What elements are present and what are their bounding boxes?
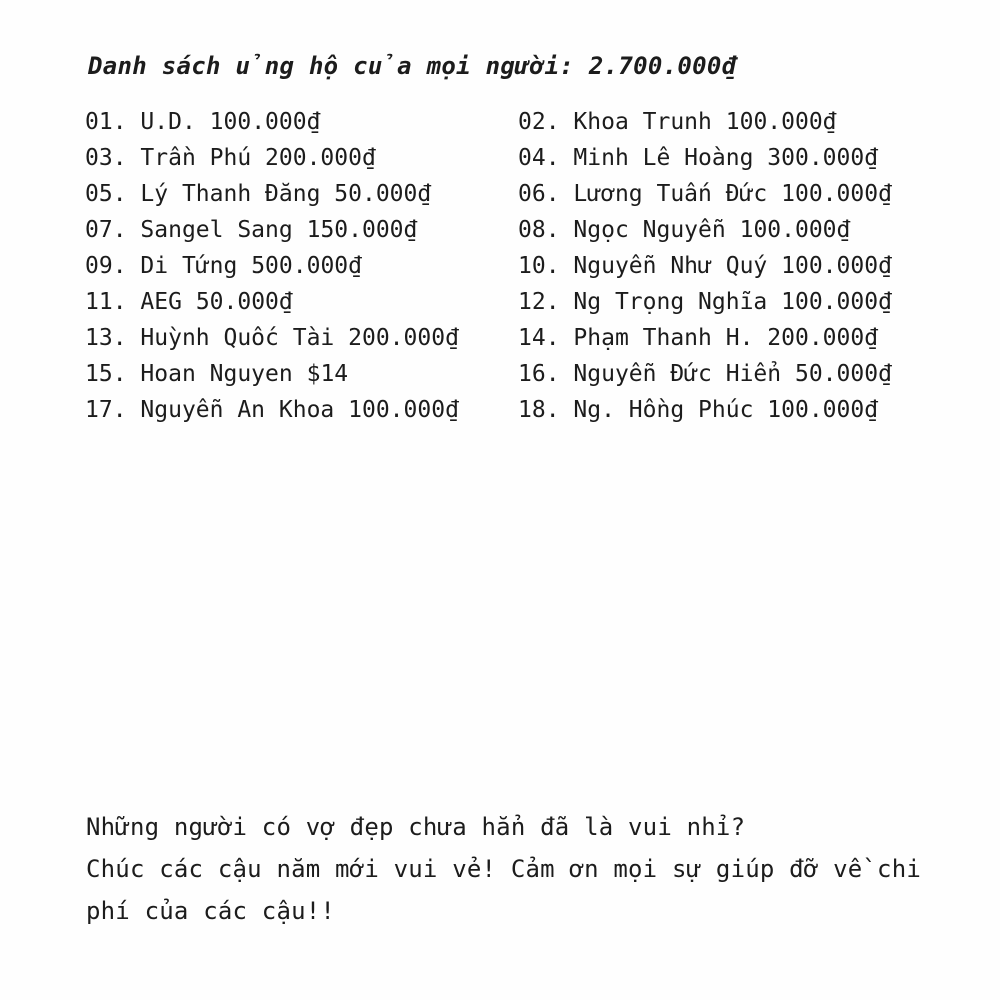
item-number: 18. <box>518 397 560 423</box>
item-name: Trần Phú <box>140 145 252 171</box>
list-item <box>85 356 459 392</box>
item-amount: 100.000₫ <box>739 217 851 243</box>
item-number: 03. <box>85 145 127 171</box>
list-item <box>85 104 459 140</box>
item-name: Hoan Nguyen <box>140 361 293 387</box>
item-name: Ngọc Nguyễn <box>573 217 726 243</box>
list-item <box>518 392 892 428</box>
item-amount: 300.000₫ <box>767 145 879 171</box>
item-number: 14. <box>518 325 560 351</box>
item-number: 01. <box>85 109 127 135</box>
footer-line: Những người có vợ đẹp chưa hẳn đã là vui nhỉ? <box>86 813 746 841</box>
title-total-amount: 2.700.000₫ <box>588 52 737 80</box>
list-item <box>518 176 892 212</box>
list-item <box>85 212 459 248</box>
item-name: Ng Trọng Nghĩa <box>573 289 768 315</box>
item-name: AEG <box>140 289 182 315</box>
list-item <box>85 248 459 284</box>
item-amount: $14 <box>306 361 349 387</box>
item-amount: 50.000₫ <box>195 289 293 315</box>
item-name: Minh Lê Hoàng <box>573 145 754 171</box>
item-name: Lý Thanh Đăng <box>140 181 321 207</box>
item-name: Khoa Trunh <box>573 109 712 135</box>
list-item <box>85 284 459 320</box>
list-item <box>85 320 459 356</box>
item-amount: 100.000₫ <box>767 397 879 423</box>
item-name: Huỳnh Quốc Tài <box>140 325 335 351</box>
item-amount: 50.000₫ <box>794 361 892 387</box>
item-number: 11. <box>85 289 127 315</box>
footer-line: phí của các cậu!! <box>86 897 336 925</box>
item-number: 07. <box>85 217 127 243</box>
list-item <box>518 356 892 392</box>
item-name: Nguyễn Như Quý <box>573 253 768 279</box>
item-name: Di Tứng <box>140 253 238 279</box>
item-name: U.D. <box>140 109 196 135</box>
list-item <box>85 176 459 212</box>
list-item <box>518 212 892 248</box>
item-amount: 100.000₫ <box>781 289 892 315</box>
item-amount: 200.000₫ <box>348 325 459 351</box>
list-item <box>518 248 892 284</box>
item-amount: 100.000₫ <box>348 397 459 423</box>
item-number: 13. <box>85 325 127 351</box>
item-amount: 100.000₫ <box>725 109 837 135</box>
item-number: 09. <box>85 253 127 279</box>
donation-column-left <box>85 104 459 428</box>
item-number: 16. <box>518 361 560 387</box>
item-amount: 200.000₫ <box>265 145 376 171</box>
item-number: 15. <box>85 361 127 387</box>
item-name: Sangel Sang <box>140 217 293 243</box>
item-amount: 50.000₫ <box>334 181 432 207</box>
footer-note <box>86 806 921 932</box>
list-item <box>85 140 459 176</box>
donation-column-right <box>518 104 892 428</box>
item-name: Lương Tuấn Đức <box>573 181 768 207</box>
item-amount: 100.000₫ <box>781 253 892 279</box>
item-number: 08. <box>518 217 560 243</box>
item-number: 12. <box>518 289 560 315</box>
list-item <box>518 140 892 176</box>
item-amount: 100.000₫ <box>781 181 892 207</box>
item-number: 04. <box>518 145 560 171</box>
item-amount: 100.000₫ <box>209 109 321 135</box>
item-name: Nguyễn Đức Hiển <box>573 361 782 387</box>
item-number: 02. <box>518 109 560 135</box>
item-name: Nguyễn An Khoa <box>140 397 335 423</box>
item-name: Phạm Thanh H. <box>573 325 754 351</box>
footer-line: Chúc các cậu năm mới vui vẻ! Cảm ơn mọi sự giúp đỡ về chi <box>86 855 922 883</box>
item-amount: 150.000₫ <box>306 217 418 243</box>
item-number: 17. <box>85 397 127 423</box>
item-amount: 200.000₫ <box>767 325 879 351</box>
title-label: Danh sách ủng hộ của mọi người: <box>88 52 575 80</box>
item-name: Ng. Hồng Phúc <box>573 397 754 423</box>
item-amount: 500.000₫ <box>251 253 362 279</box>
list-item <box>518 284 892 320</box>
list-item <box>518 104 892 140</box>
item-number: 05. <box>85 181 127 207</box>
page-title <box>88 52 736 80</box>
item-number: 06. <box>518 181 560 207</box>
list-item <box>85 392 459 428</box>
list-item <box>518 320 892 356</box>
item-number: 10. <box>518 253 560 279</box>
